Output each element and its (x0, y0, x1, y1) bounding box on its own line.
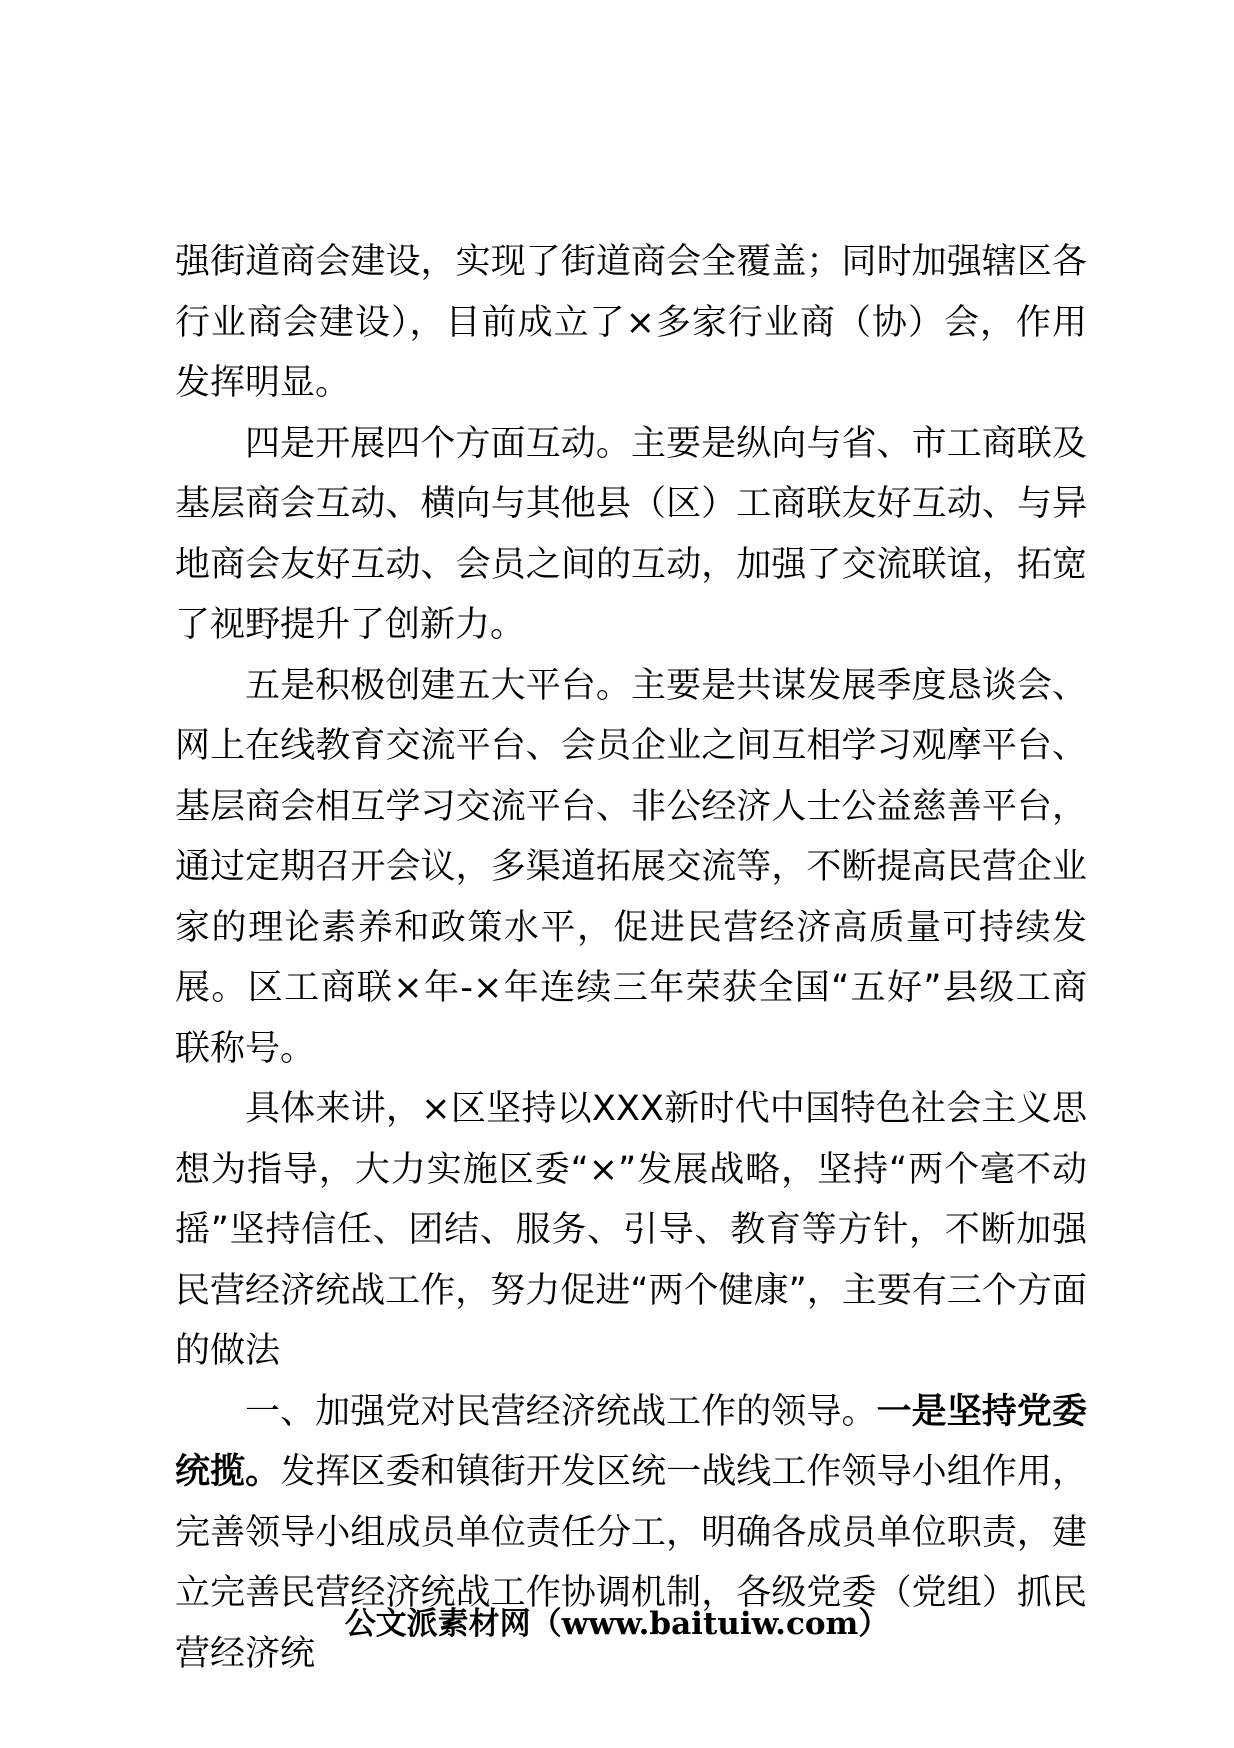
paragraph-text: 具体来讲，×区坚持以XXX新时代中国特色社会主义思想为指导，大力实施区委“×”发展战略，坚持“两个毫不动摇”坚持信任、团结、服务、引导、教育等方针，不断加强民营经济统战工作，努力促进“两个健康”，主要有三个方面的做法 (175, 1089, 1087, 1371)
section-heading-text: 一、加强党对民营经济统战工作的领导。 (245, 1391, 877, 1432)
paragraph-text: 发挥区委和镇街开发区统一战线工作领导小组作用，完善领导小组成员单位责任分工，明确各成员单位职责，建立完善民营经济统战工作协调机制，各级党委（党组）抓民营经济统 (175, 1452, 1087, 1674)
paragraph-five-platforms (175, 656, 1087, 1080)
paragraph-text: 五是积极创建五大平台。主要是共谋发展季度恳谈会、网上在线教育交流平台、会员企业之间互相学习观摩平台、基层商会相互学习交流平台、非公经济人士公益慈善平台，通过定期召开会议，多渠道拓展交流等，不断提高民营企业家的理论素养和政策水平，促进民营经济高质量可持续发展。区工商联×年-×年连续三年荣获全国“五好”县级工商联称号。 (175, 665, 1087, 1069)
bold-subheading: 一是坚持党委统揽。 (175, 1391, 1087, 1492)
paragraph-text: 强街道商会建设，实现了街道商会全覆盖；同时加强辖区各行业商会建设），目前成立了×多家行业商（协）会，作用发挥明显。 (175, 242, 1087, 403)
footer-watermark: 公文派素材网（www.baituiw.com） (344, 1606, 890, 1642)
document-body (175, 232, 1087, 1684)
paragraph-specifically (175, 1079, 1087, 1382)
paragraph-four-interactions (175, 414, 1087, 656)
paragraph-continuation (175, 232, 1087, 414)
paragraph-text: 四是开展四个方面互动。主要是纵向与省、市工商联及基层商会互动、横向与其他县（区）工商联友好互动、与异地商会友好互动、会员之间的互动，加强了交流联谊，拓宽了视野提升了创新力。 (175, 423, 1087, 645)
